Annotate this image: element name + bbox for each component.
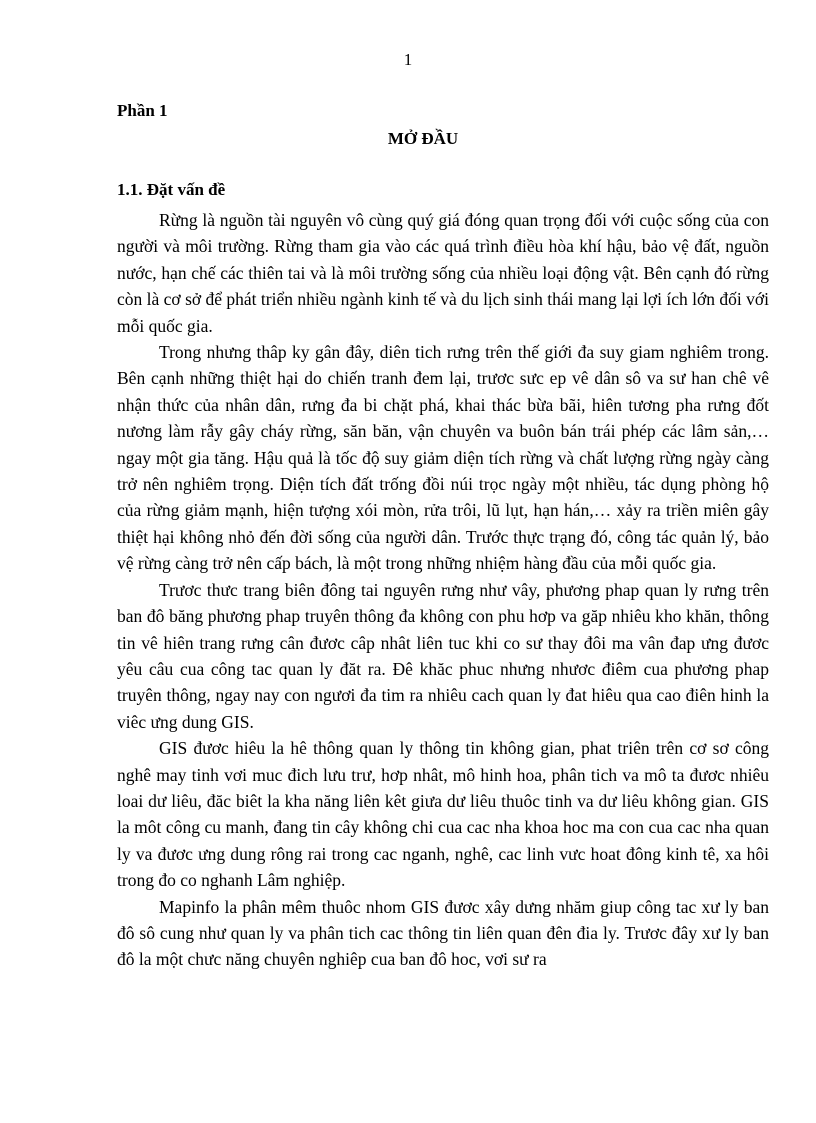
paragraph-3: Trươc thưc trang biên đông tai nguyên rưng như vây, phương phap quan ly rưng trên ban đô băng phương phap truyên thông đa không con phu hơp va găp nhiêu kho khăn, thông tin vê hiên trang rưng cân đươc câp nhât liên tuc khi co sư thay đôi ma vân đap ưng đươc yêu câu cua công tac quan ly đăt ra. Đê khăc phuc nhưng nhươc điêm cua phương phap truyên thông, ngay nay con ngươi đa tim ra nhiêu cach quan ly đat hiêu qua cao điên hinh la viêc ưng dung GIS. xyxy=(117,579,769,732)
section-heading: 1.1. Đặt vấn đề xyxy=(117,180,226,199)
paragraph-4: GIS đươc hiêu la hê thông quan ly thông tin không gian, phat triên trên cơ sơ công nghê may tinh vơi muc đich lưu trư, hơp nhât, mô hinh hoa, phân tich va mô ta đươc nhiêu loai dư liêu, đăc biêt la kha năng liên kêt giưa dư liêu thuôc tinh va dư liêu không gian. GIS la môt công cu manh, đang tin cây không chi cua cac nha khoa hoc ma con cua cac nha quan ly va đươc ưng dung rông rai trong cac nganh, nghê, cac linh vưc hoat đông kinh tê, xa hôi trong đo co nghanh Lâm nghiệp. xyxy=(117,738,769,891)
paragraph-2: Trong nhưng thâp ky gân đây, diên tich rưng trên thế giới đa suy giam nghiêm trong. Bên cạnh những thiệt hại do chiến tranh đem lại, trươc sưc ep vê dân sô va sư han chê vê nhận thức của nhân dân, rưng đa bi chặt phá, khai thác bừa bãi, hiên tương pha rưng đốt nương làm rẫy gây cháy rừng, săn băn, vận chuyên va buôn bán trái phép các lâm sản,… ngay một gia tăng. Hậu quả là tốc độ suy giảm diện tích rừng và chất lượng rừng ngày càng trở nên nghiêm trọng. Diện tích đất trống đồi núi trọc ngày một nhiều, tác dụng phòng hộ của rừng giảm mạnh, hiện tượng xói mòn, rửa trôi, lũ lụt, hạn hán,… xảy ra triền miên gây thiệt hại không nhỏ đến đời sống của người dân. Trước thực trạng đó, công tác quản lý, bảo vệ rừng càng trở nên cấp bách, là một trong những nhiệm hàng đầu của mỗi quốc gia. xyxy=(117,342,769,574)
chapter-title: MỞ ĐẦU xyxy=(387,129,459,148)
paragraph-1: Rừng là nguồn tài nguyên vô cùng quý giá đóng quan trọng đối với cuộc sống của con người và môi trường. Rừng tham gia vào các quá trình điều hòa khí hậu, bảo vệ đất, nguồn nước, hạn chế các thiên tai và là môi trường sống của nhiều loại động vật. Bên cạnh đó rừng còn là cơ sở để phát triển nhiều ngành kinh tế và du lịch sinh thái mang lại lợi ích lớn đối với mỗi quốc gia. xyxy=(117,210,769,336)
page-number: 1 xyxy=(403,50,413,69)
body-text xyxy=(117,207,769,973)
part-label: Phần 1 xyxy=(117,101,168,120)
paragraph-5: Mapinfo la phân mêm thuôc nhom GIS đươc xây dưng nhăm giup công tac xư ly ban đô sô cung như quan ly va phân tich cac thông tin liên quan đên đia ly. Trươc đây xư ly ban đô la một chưc năng chuyên nghiêp cua ban đô hoc, vơi sư ra xyxy=(117,896,769,970)
